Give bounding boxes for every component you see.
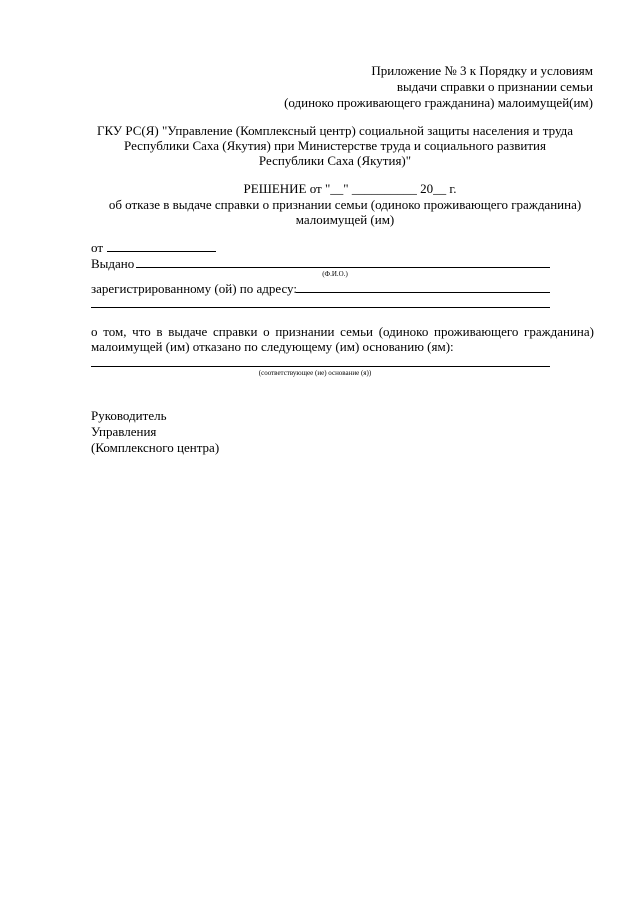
from-label: от <box>91 240 104 255</box>
issued-underline <box>136 267 550 268</box>
basis-underline <box>91 366 550 367</box>
signature-line-3: (Комплексного центра) <box>91 440 220 455</box>
decision-subtitle-2: малоимущей (им) <box>295 212 395 227</box>
institution-line-3: Республики Саха (Якутия)" <box>258 153 412 168</box>
appendix-line-2: выдачи справки о признании семьи <box>396 79 593 94</box>
body-text-line-1: о том, что в выдаче справки о признании семьи (одиноко проживающего гражданина) <box>91 324 594 339</box>
decision-title: РЕШЕНИЕ от "__" __________ 20__ г. <box>243 181 457 196</box>
institution-line-1: ГКУ РС(Я) "Управление (Комплексный центр) социальной защиты населения и труда <box>96 123 574 138</box>
signature-line-1: Руководитель <box>91 408 167 423</box>
address-underline <box>296 292 550 293</box>
signature-line-2: Управления <box>91 424 157 439</box>
basis-caption: (соответствующее (ие) основание (я)) <box>258 369 372 377</box>
appendix-line-3: (одиноко проживающего гражданина) малоимущей(им) <box>284 95 593 110</box>
institution-line-2: Республики Саха (Якутия) при Министерстве труда и социального развития <box>124 138 546 153</box>
decision-subtitle-1: об отказе в выдаче справки о признании семьи (одиноко проживающего гражданина) <box>108 197 582 212</box>
body-text-line-2: малоимущей (им) отказано по следующему (им) основанию (ям): <box>91 339 454 354</box>
appendix-line-1: Приложение № 3 к Порядку и условиям <box>371 63 593 78</box>
registered-label: зарегистрированному (ой) по адресу: <box>91 281 298 296</box>
issued-label: Выдано <box>91 256 135 271</box>
fio-caption: (Ф.И.О.) <box>322 270 348 278</box>
from-underline <box>107 251 216 252</box>
address-underline-2 <box>91 307 550 308</box>
